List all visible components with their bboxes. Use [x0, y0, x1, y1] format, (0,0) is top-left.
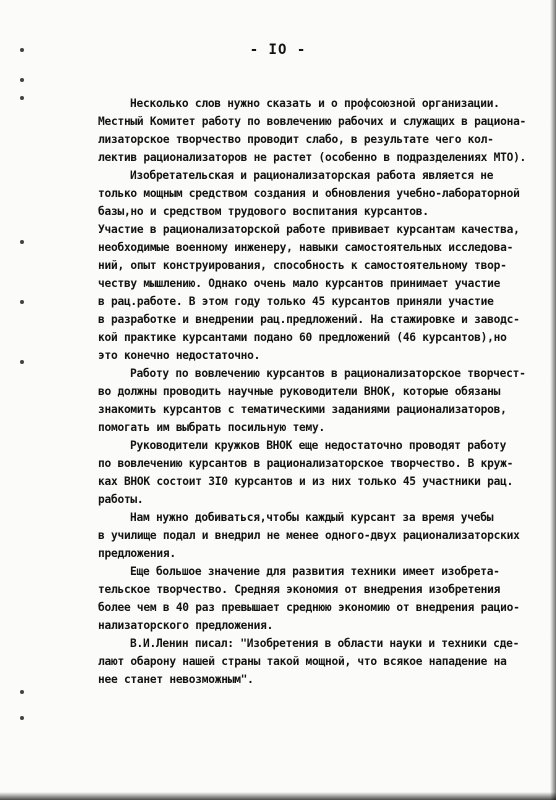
text-line: Участие в рационализаторской работе прививает курсантам качества,: [98, 223, 520, 236]
text-line: Местный Комитет работу по вовлечению рабочих и служащих в рациона-: [98, 115, 527, 128]
page-bottom-shadow: [0, 792, 556, 800]
text-line: тельское творчество. Средняя экономия от внедрения изобретения: [98, 583, 501, 596]
text-line: работы.: [98, 493, 144, 506]
text-line: во должны проводить научные руководители ВНОК, которые обязаны: [98, 385, 501, 398]
text-line: Нам нужно добиваться,чтобы каждый курсант за время учебы: [130, 511, 494, 524]
text-line: Еще большое значение для развития техники имеет изобрета-: [130, 565, 500, 578]
text-line: В.И.Ленин писал: "Изобретения в области науки и техники сде-: [130, 637, 520, 650]
text-line: базы,но и средством трудового воспитания курсантов.: [98, 205, 429, 218]
page-edge-shadow: [550, 0, 556, 800]
binder-hole-mark: [20, 360, 24, 364]
text-line: это конечно недостаточно.: [98, 349, 261, 362]
text-line: предложения.: [98, 547, 176, 560]
text-line: Изобретательская и рационализаторская работа является не: [130, 169, 494, 182]
binder-hole-mark: [20, 96, 24, 100]
text-line: в рац.работе. В этом году только 45 курсантов приняли участие: [98, 295, 494, 308]
text-line: кой практике курсантами подано 60 предложений (46 курсантов),но: [98, 331, 507, 344]
text-line: лектив рационализаторов не растет (особенно в подразделениях МТО).: [98, 151, 527, 164]
text-line: более чем в 40 раз превышает среднюю экономию от внедрения рацио-: [98, 601, 520, 614]
binder-hole-mark: [20, 716, 24, 720]
text-line: помогать им выбрать посильную тему.: [98, 421, 325, 434]
text-line: по вовлечению курсантов в рационализаторское творчество. В круж-: [98, 457, 514, 470]
text-line: в училище подал и внедрил не менее одного-двух рационализаторских: [98, 529, 520, 542]
binder-hole-mark: [20, 240, 24, 244]
text-line: честву мышлению. Однако очень мало курсантов принимает участие: [98, 277, 501, 290]
binder-hole-mark: [20, 690, 24, 694]
text-line: знакомить курсантов с тематическими заданиями рационализаторов,: [98, 403, 507, 416]
binder-hole-mark: [20, 78, 24, 82]
text-line: только мощным средством создания и обновления учебно-лабораторной: [98, 187, 520, 200]
text-line: Несколько слов нужно сказать и о профсоюзной организации.: [130, 97, 500, 110]
text-line: Работу по вовлечению курсантов в рационализаторское творчест-: [130, 367, 526, 380]
text-line: ках ВНОК состоит 3I0 курсантов и из них только 45 участники рац.: [98, 475, 514, 488]
text-line: Руководители кружков ВНОК еще недостаточно проводят работу: [130, 439, 507, 452]
text-line: нализаторского предложения.: [98, 619, 274, 632]
text-line: нее станет невозможным".: [98, 673, 254, 686]
text-line: ний, опыт конструирования, способность к самостоятельному твор-: [98, 259, 507, 272]
text-line: в разработке и внедрении рац.предложений. На стажировке и заводс-: [98, 313, 520, 326]
text-line: необходимые военному инженеру, навыки самостоятельных исследова-: [98, 241, 514, 254]
binder-hole-mark: [20, 300, 24, 304]
page-number: - IO -: [249, 42, 307, 58]
text-line: лают обарону нашей страны такой мощной, что всякое нападение на: [98, 655, 507, 668]
text-line: лизаторское творчество проводит слабо, в результате чего кол-: [98, 133, 494, 146]
